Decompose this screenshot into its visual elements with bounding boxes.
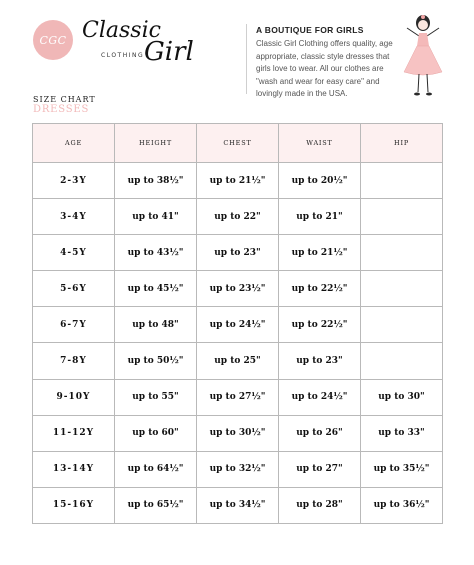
cell-age: 4-5Y	[33, 235, 115, 271]
cell-hip	[361, 271, 443, 307]
header-chest: CHEST	[197, 124, 279, 163]
cell-waist: up to 22½"	[279, 271, 361, 307]
cell-height: up to 60"	[115, 415, 197, 451]
cell-hip	[361, 343, 443, 379]
cell-chest: up to 32½"	[197, 451, 279, 487]
cell-height: up to 45½"	[115, 271, 197, 307]
brand-name-clothing: CLOTHING	[101, 52, 145, 59]
header-age: AGE	[33, 124, 115, 163]
intro-block	[256, 25, 406, 101]
brand-name-girl: Girl	[144, 37, 194, 67]
cell-hip	[361, 235, 443, 271]
cell-waist: up to 22½"	[279, 307, 361, 343]
section-title: SIZE CHART	[33, 95, 96, 104]
cell-waist: up to 21"	[279, 199, 361, 235]
cell-age: 3-4Y	[33, 199, 115, 235]
intro-heading: A BOUTIQUE FOR GIRLS	[256, 25, 364, 35]
cell-hip: up to 30"	[361, 379, 443, 415]
cell-height: up to 64½"	[115, 451, 197, 487]
table-row	[33, 163, 443, 199]
table-row	[33, 199, 443, 235]
header-divider	[246, 24, 247, 94]
table-row	[33, 451, 443, 487]
cell-waist: up to 23"	[279, 343, 361, 379]
table-row	[33, 379, 443, 415]
header-hip: HIP	[361, 124, 443, 163]
cell-chest: up to 22"	[197, 199, 279, 235]
cell-chest: up to 23"	[197, 235, 279, 271]
cell-height: up to 50½"	[115, 343, 197, 379]
cell-height: up to 55"	[115, 379, 197, 415]
cell-waist: up to 28"	[279, 487, 361, 523]
cell-chest: up to 25"	[197, 343, 279, 379]
cell-age: 9-10Y	[33, 379, 115, 415]
cell-hip: up to 35½"	[361, 451, 443, 487]
cell-hip	[361, 307, 443, 343]
header-waist: WAIST	[279, 124, 361, 163]
cell-waist: up to 24½"	[279, 379, 361, 415]
intro-body: Classic Girl Clothing offers quality, age appropriate, classic style dresses that girls love to wear. All our clothes are "wash and wear for easy care" and lovingly made in the USA.	[256, 39, 393, 98]
size-chart-table	[32, 123, 443, 524]
cell-waist: up to 20½"	[279, 163, 361, 199]
cell-chest: up to 27½"	[197, 379, 279, 415]
cell-hip	[361, 199, 443, 235]
cell-age: 13-14Y	[33, 451, 115, 487]
section-subtitle: DRESSES	[33, 104, 90, 115]
cell-age: 5-6Y	[33, 271, 115, 307]
cell-height: up to 65½"	[115, 487, 197, 523]
cell-chest: up to 23½"	[197, 271, 279, 307]
cell-hip: up to 36½"	[361, 487, 443, 523]
cell-age: 11-12Y	[33, 415, 115, 451]
cell-chest: up to 24½"	[197, 307, 279, 343]
brand-name-classic: Classic	[82, 18, 161, 43]
cell-waist: up to 26"	[279, 415, 361, 451]
cell-age: 7-8Y	[33, 343, 115, 379]
cell-age: 6-7Y	[33, 307, 115, 343]
brand-monogram-logo	[33, 20, 73, 60]
table-row	[33, 487, 443, 523]
monogram-text: CGC	[39, 33, 67, 47]
table-row	[33, 307, 443, 343]
girl-illustration	[398, 8, 448, 108]
cell-age: 15-16Y	[33, 487, 115, 523]
cell-chest: up to 30½"	[197, 415, 279, 451]
table-row	[33, 235, 443, 271]
cell-height: up to 38½"	[115, 163, 197, 199]
table-row	[33, 415, 443, 451]
table-row	[33, 343, 443, 379]
cell-hip: up to 33"	[361, 415, 443, 451]
header-height: HEIGHT	[115, 124, 197, 163]
cell-age: 2-3Y	[33, 163, 115, 199]
cell-hip	[361, 163, 443, 199]
cell-height: up to 43½"	[115, 235, 197, 271]
brand-wordmark	[80, 20, 200, 70]
cell-chest: up to 21½"	[197, 163, 279, 199]
table-row	[33, 271, 443, 307]
cell-waist: up to 27"	[279, 451, 361, 487]
cell-height: up to 41"	[115, 199, 197, 235]
cell-waist: up to 21½"	[279, 235, 361, 271]
table-header-row	[33, 124, 443, 163]
cell-height: up to 48"	[115, 307, 197, 343]
cell-chest: up to 34½"	[197, 487, 279, 523]
